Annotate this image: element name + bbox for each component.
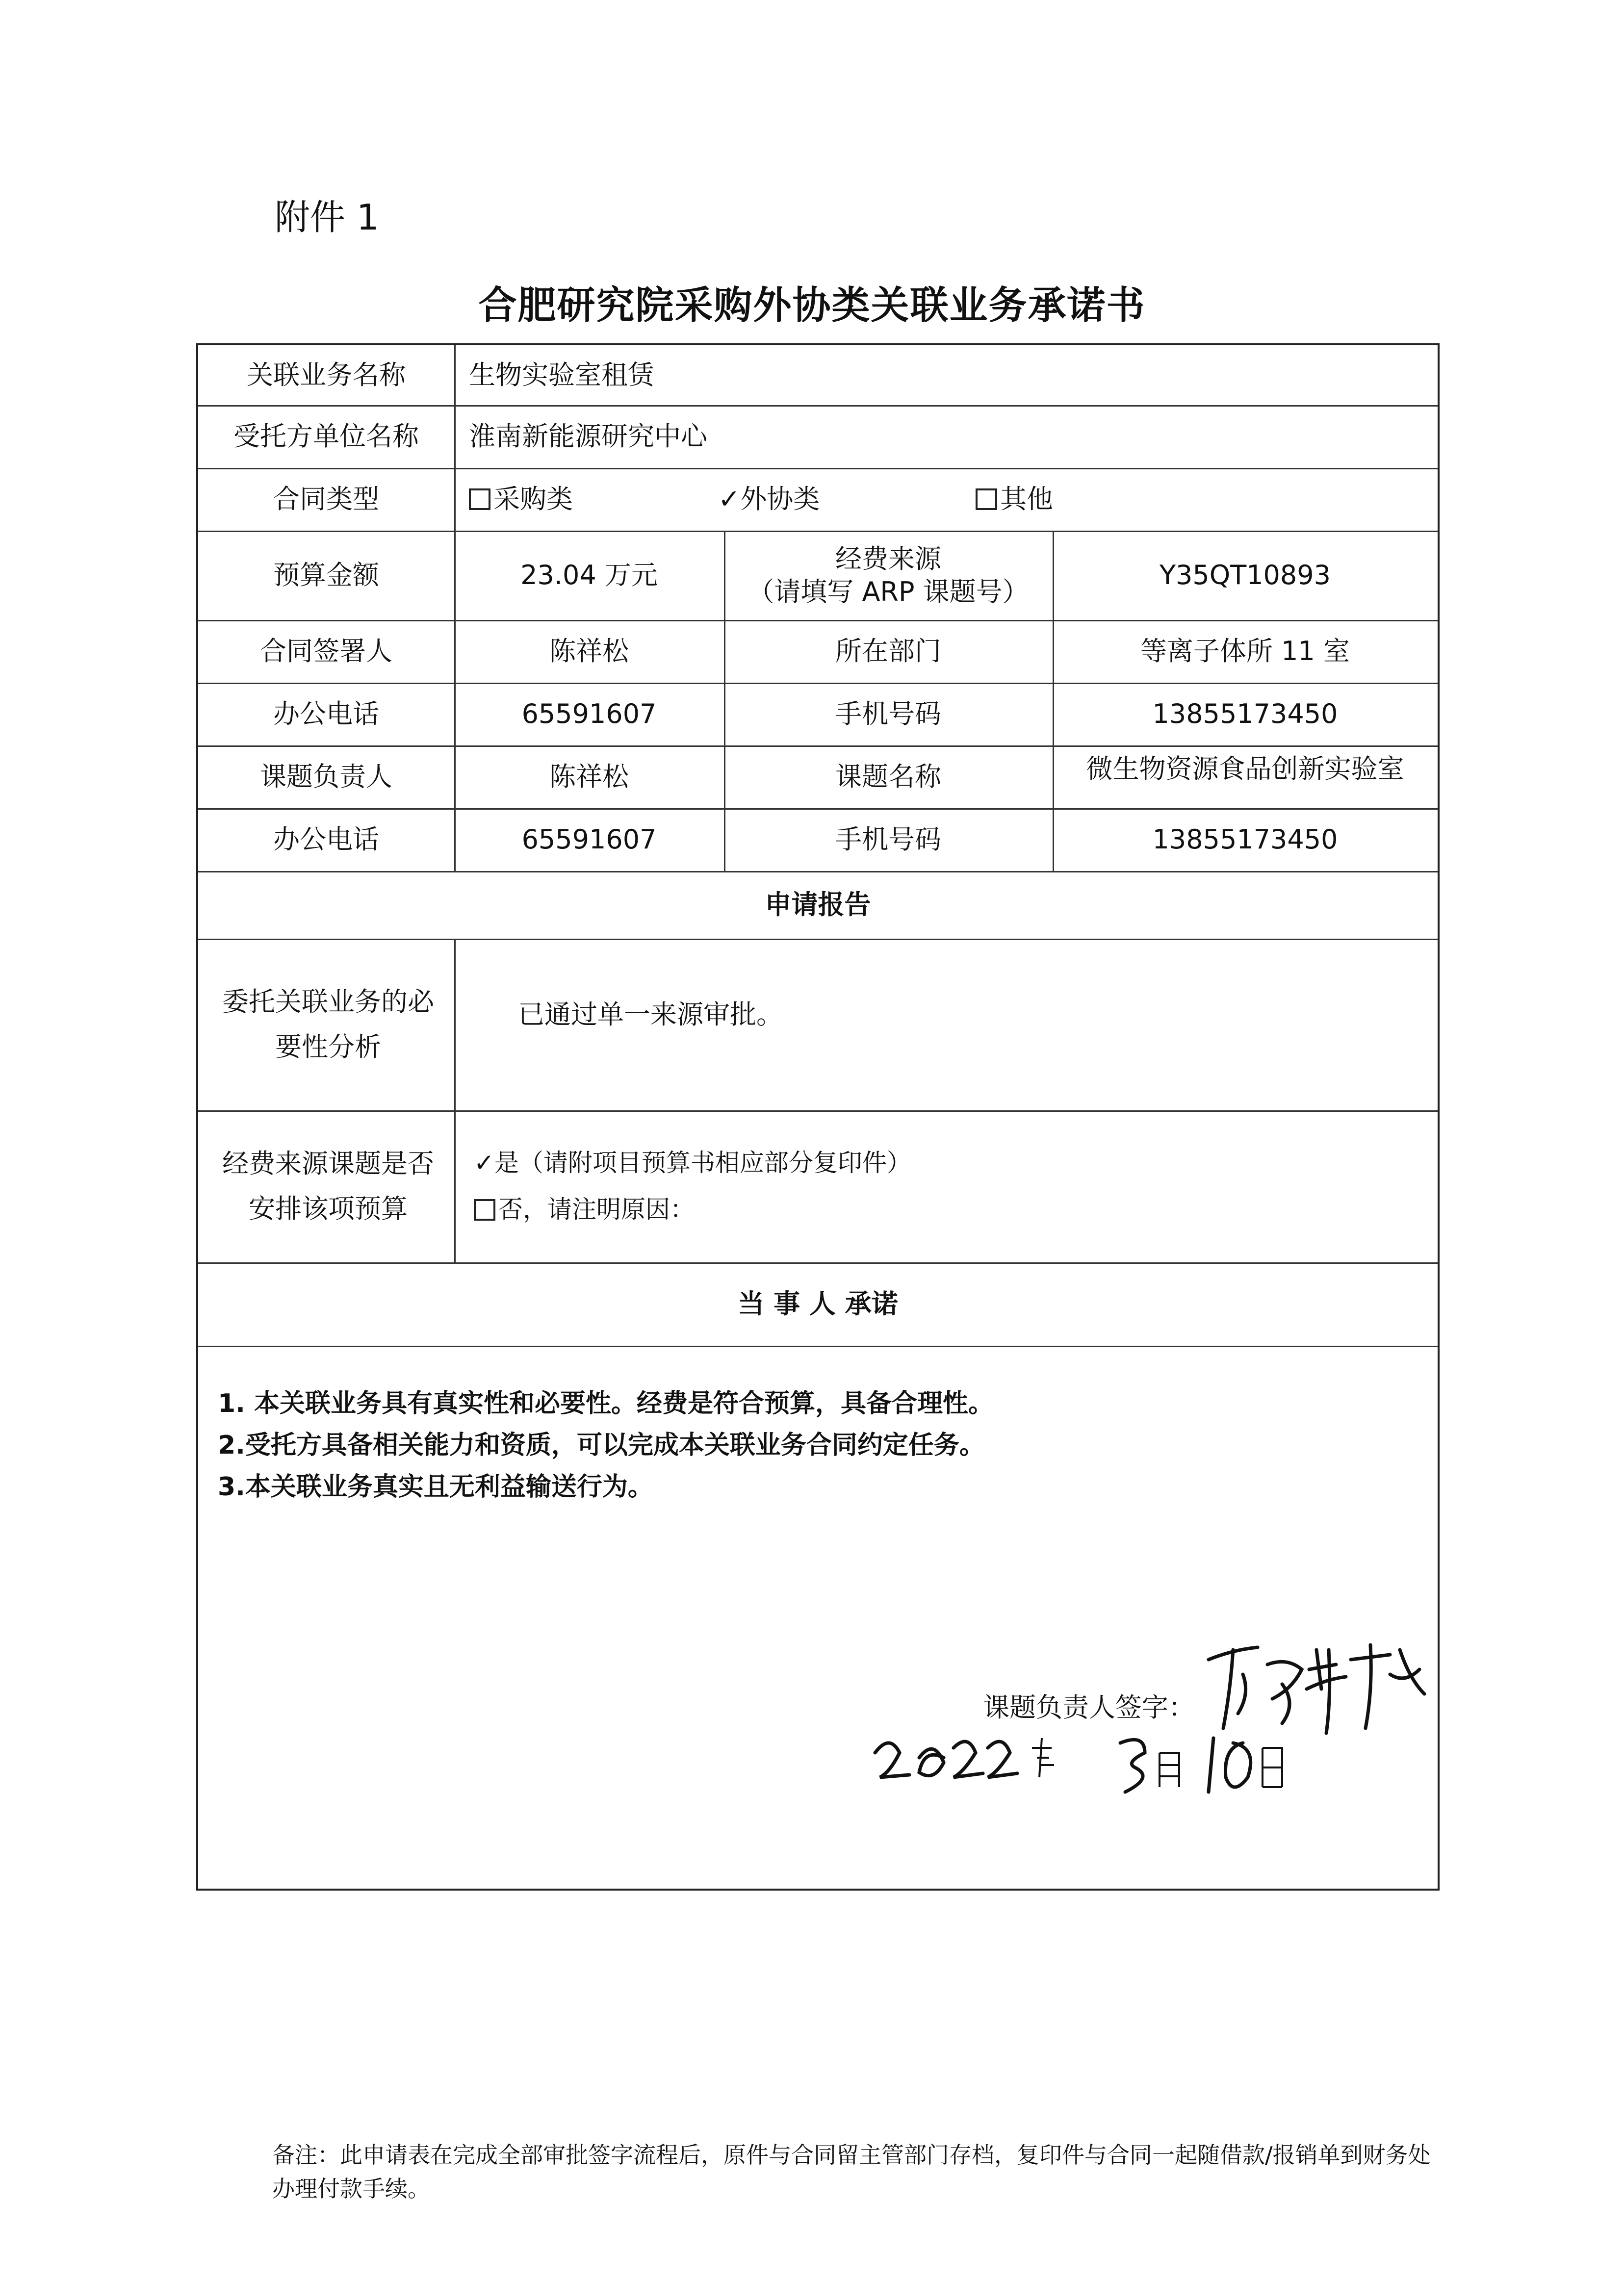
project-leader-value: 陈祥松: [549, 761, 629, 793]
business-name-value: 生物实验室租赁: [469, 359, 654, 391]
budget-arranged-yes[interactable]: [474, 1140, 911, 1186]
footer-note: 备注：此申请表在完成全部审批签字流程后，原件与合同留主管部门存档，复印件与合同一起随借款/报销单到财务处办理付款手续。: [272, 2142, 1431, 2202]
budget-value: 23.04 万元: [520, 560, 658, 591]
business-name-label: 关联业务名称: [247, 359, 406, 391]
trustee-label: 受托方单位名称: [233, 421, 419, 452]
signer-label: 合同签署人: [260, 636, 392, 667]
project-name-value: 微生物资源食品创新实验室: [1086, 753, 1404, 784]
mobile-label: 手机号码: [835, 698, 941, 730]
checkbox-procurement[interactable]: [469, 488, 490, 510]
option-outsourcing-label: 外协类: [740, 484, 820, 515]
check-mark-icon: ✓: [474, 1149, 494, 1177]
project-leader-label: 课题负责人: [260, 761, 392, 793]
budget-arranged-no[interactable]: [474, 1186, 695, 1233]
necessity-value: 已通过单一来源审批。: [518, 999, 783, 1030]
option-procurement-label: 采购类: [493, 484, 573, 515]
department-value: 等离子体所 11 室: [1140, 636, 1350, 667]
office-phone-value-2: 65591607: [521, 824, 657, 855]
option-other-label: 其他: [1000, 484, 1053, 515]
checkbox-no[interactable]: [474, 1199, 495, 1221]
mobile-value-2: 13855173450: [1152, 824, 1338, 855]
option-other[interactable]: [976, 468, 1221, 531]
fund-source-label-line2: （请填写 ARP 课题号）: [748, 576, 1029, 607]
necessity-label: 委托关联业务的必要性分析: [222, 986, 434, 1062]
budget-arranged-label: 经费来源课题是否安排该项预算: [222, 1148, 434, 1224]
signature-label: 课题负责人签字：: [983, 1692, 1195, 1723]
handwritten-date: [870, 1718, 1385, 1797]
budget-arranged-options: [454, 1110, 1438, 1262]
budget-arranged-no-label: 否，请注明原因：: [498, 1195, 695, 1224]
project-name-label: 课题名称: [835, 761, 941, 793]
commitment-form: [196, 343, 1440, 1891]
check-mark-icon: ✓: [718, 484, 741, 515]
trustee-value: 淮南新能源研究中心: [469, 421, 707, 452]
commitment-item-1: 1. 本关联业务具有真实性和必要性。经费是符合预算，具备合理性。: [218, 1389, 994, 1418]
signer-value: 陈祥松: [549, 636, 629, 667]
office-phone-label: 办公电话: [273, 698, 379, 730]
checkbox-other[interactable]: [976, 488, 997, 510]
contract-type-label: 合同类型: [273, 484, 379, 515]
fund-source-value: Y35QT10893: [1160, 560, 1331, 591]
budget-label: 预算金额: [273, 560, 379, 591]
fund-source-label-line1: 经费来源: [835, 543, 941, 574]
commitment-item-2: 2.受托方具备相关能力和资质，可以完成本关联业务合同约定任务。: [218, 1431, 985, 1460]
budget-arranged-yes-label: 是（请附项目预算书相应部分复印件）: [494, 1149, 911, 1177]
option-procurement[interactable]: [454, 468, 704, 531]
department-label: 所在部门: [835, 636, 941, 667]
mobile-value: 13855173450: [1152, 698, 1338, 730]
attachment-label: 附件 1: [275, 197, 379, 238]
document-title: 合肥研究院采购外协类关联业务承诺书: [478, 283, 1146, 328]
commitment-section-header: 当 事 人 承诺: [738, 1288, 898, 1320]
office-phone-value: 65591607: [521, 698, 657, 730]
office-phone-label-2: 办公电话: [273, 824, 379, 855]
option-outsourcing[interactable]: [718, 468, 963, 531]
report-section-header: 申请报告: [765, 889, 871, 921]
mobile-label-2: 手机号码: [835, 824, 941, 855]
commitment-item-3: 3.本关联业务真实且无利益输送行为。: [218, 1472, 653, 1502]
fund-source-label: [724, 531, 1053, 620]
